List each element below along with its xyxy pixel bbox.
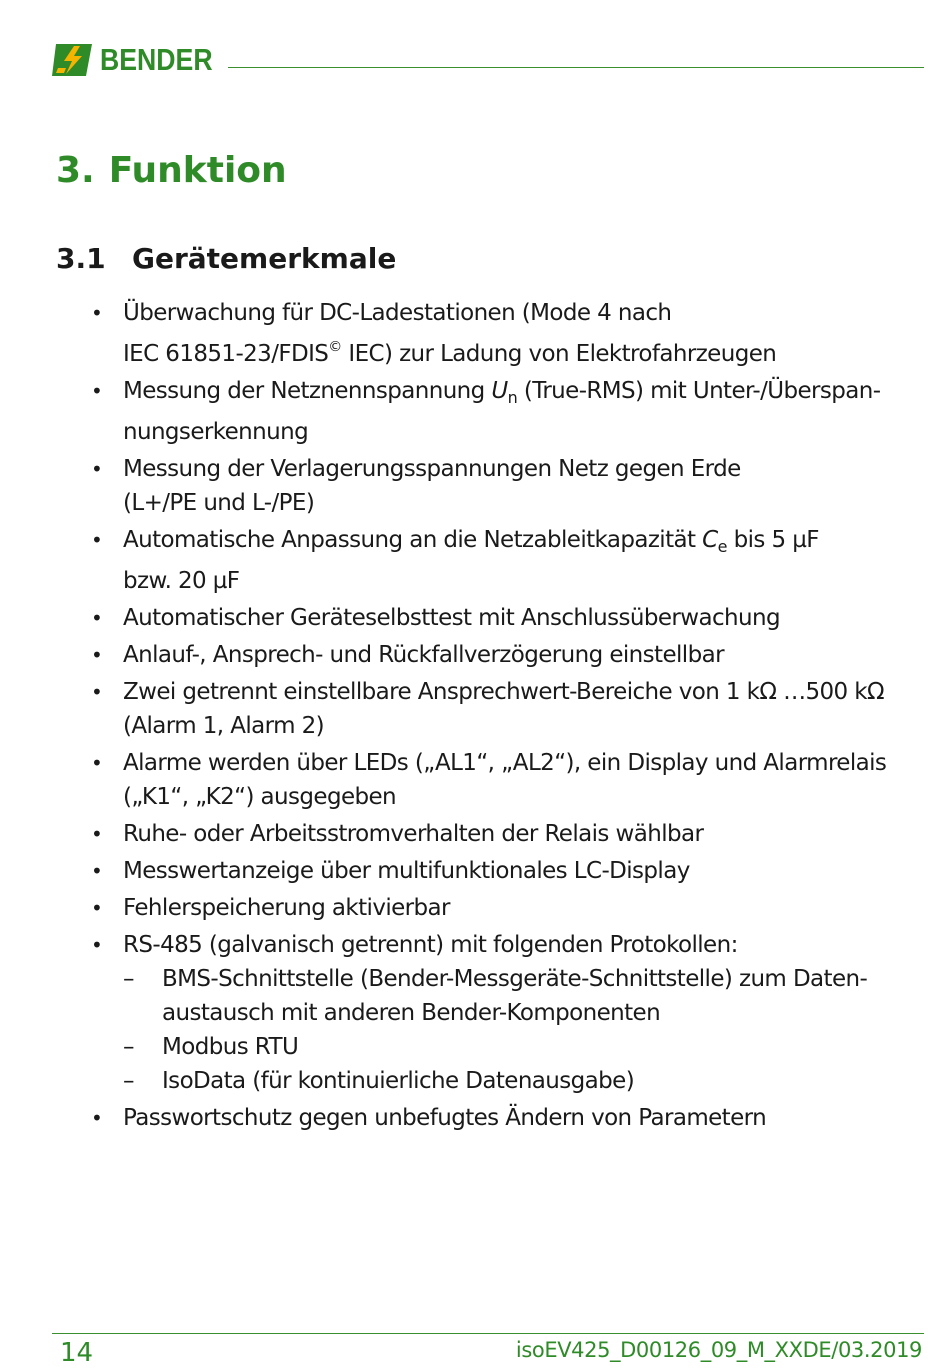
brand-name: BENDER — [100, 42, 213, 77]
item-line: IsoData (für kontinuierliche Datenausgabe) — [162, 1068, 635, 1094]
symbol-subscript: n — [507, 388, 518, 407]
protocol-sublist — [123, 962, 922, 1098]
bullet: • — [91, 643, 103, 667]
list-item — [0, 374, 950, 449]
item-line — [123, 330, 922, 371]
bullet: • — [91, 606, 103, 630]
list-item — [0, 928, 950, 1098]
feature-list — [0, 296, 950, 1138]
list-item — [0, 891, 950, 925]
item-line: Passwortschutz gegen unbefugtes Ändern von Parametern — [123, 1105, 767, 1131]
item-line: bzw. 20 µF — [123, 568, 240, 594]
dash: – — [123, 966, 134, 992]
list-item — [0, 296, 950, 371]
section-title: Gerätemerkmale — [132, 242, 397, 275]
bullet: • — [91, 379, 103, 403]
symbol-subscript: e — [717, 537, 727, 556]
bullet: • — [91, 896, 103, 920]
bender-lightning-logo-icon — [52, 44, 92, 76]
item-line: nungserkennung — [123, 419, 309, 445]
header-rule — [228, 67, 924, 68]
list-item — [0, 601, 950, 635]
item-line: Messung der Verlagerungsspannungen Netz gegen Erde — [123, 456, 741, 482]
dash: – — [123, 1034, 134, 1060]
chapter-title: Funktion — [108, 150, 287, 191]
section-heading — [56, 242, 396, 275]
bender-logo — [52, 42, 231, 78]
item-line: austausch mit anderen Bender-Komponenten — [162, 1000, 661, 1026]
item-line: Zwei getrennt einstellbare Ansprechwert-Bereiche von 1 kΩ …500 kΩ — [123, 679, 884, 705]
item-text: (True-RMS) mit Unter-/Überspan- — [517, 378, 881, 404]
symbol: U — [491, 378, 508, 404]
bullet: • — [91, 1106, 103, 1130]
symbol: C — [702, 527, 718, 553]
sub-list-item — [123, 1064, 922, 1098]
chapter-heading — [56, 150, 287, 191]
document-id: isoEV425_D00126_09_M_XXDE/03.2019 — [515, 1338, 922, 1362]
list-item — [0, 523, 950, 598]
item-line: (Alarm 1, Alarm 2) — [123, 713, 325, 739]
item-line: Alarme werden über LEDs („AL1“, „AL2“), ein Display und Alarmrelais — [123, 750, 887, 776]
bullet: • — [91, 751, 103, 775]
bullet: • — [91, 933, 103, 957]
copyright-sign: © — [328, 339, 342, 355]
list-item — [0, 452, 950, 520]
bullet: • — [91, 680, 103, 704]
item-line: Ruhe- oder Arbeitsstromverhalten der Relais wählbar — [123, 821, 704, 847]
sub-list-item — [123, 962, 922, 1030]
sub-list-item — [123, 1030, 922, 1064]
item-line: RS-485 (galvanisch getrennt) mit folgenden Protokollen: — [123, 932, 738, 958]
item-line: Modbus RTU — [162, 1034, 299, 1060]
item-line: (L+/PE und L-/PE) — [123, 490, 315, 516]
footer-rule — [52, 1333, 924, 1334]
bullet: • — [91, 301, 103, 325]
page-header — [52, 40, 924, 76]
item-text: Messung der Netznennspannung — [123, 378, 492, 404]
item-text: Automatische Anpassung an die Netzableitkapazität — [123, 527, 703, 553]
item-line: Automatischer Geräteselbsttest mit Anschlussüberwachung — [123, 605, 780, 631]
list-item — [0, 854, 950, 888]
page-number: 14 — [60, 1338, 94, 1368]
item-line: Anlauf-, Ansprech- und Rückfallverzögerung einstellbar — [123, 642, 724, 668]
section-number: 3.1 — [56, 242, 106, 275]
chapter-number: 3. — [56, 150, 95, 191]
list-item — [0, 638, 950, 672]
item-text: IEC) zur Ladung von Elektrofahrzeugen — [341, 341, 777, 367]
list-item — [0, 675, 950, 743]
dash: – — [123, 1068, 134, 1094]
item-line — [123, 374, 922, 415]
item-line: Fehlerspeicherung aktivierbar — [123, 895, 450, 921]
bullet: • — [91, 457, 103, 481]
item-line — [123, 523, 922, 564]
item-line: („K1“, „K2“) ausgegeben — [123, 784, 397, 810]
bullet: • — [91, 859, 103, 883]
bullet: • — [91, 822, 103, 846]
item-line: BMS-Schnittstelle (Bender-Messgeräte-Schnittstelle) zum Daten- — [162, 966, 868, 992]
item-text: IEC 61851-23/FDIS — [123, 341, 329, 367]
item-line: Überwachung für DC-Ladestationen (Mode 4 nach — [123, 300, 672, 326]
list-item — [0, 1101, 950, 1135]
list-item — [0, 817, 950, 851]
item-text: bis 5 µF — [726, 527, 819, 553]
item-line: Messwertanzeige über multifunktionales LC-Display — [123, 858, 690, 884]
bullet: • — [91, 528, 103, 552]
list-item — [0, 746, 950, 814]
